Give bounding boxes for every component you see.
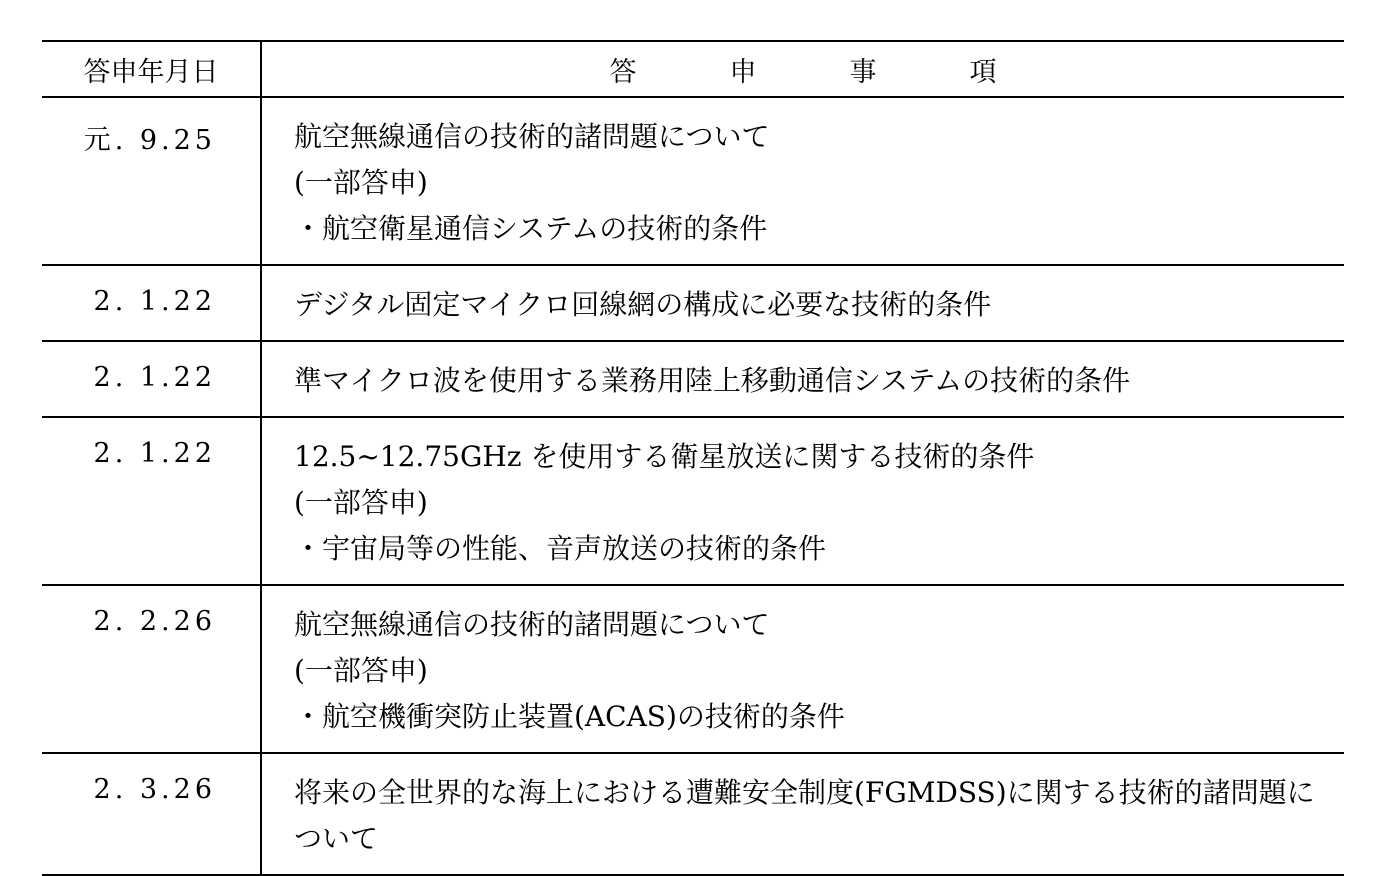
row-date: 2. 1.22 xyxy=(42,417,261,585)
table-header xyxy=(42,41,1344,97)
header-row xyxy=(42,41,1344,97)
header-item-char: 答 xyxy=(609,56,637,88)
table-row xyxy=(42,417,1344,585)
item-line: 将来の全世界的な海上における遭難安全制度(FGMDSS)に関する技術的諸問題について xyxy=(294,776,1315,855)
row-item xyxy=(261,265,1344,341)
row-item xyxy=(261,417,1344,585)
item-line: 準マイクロ波を使用する業務用陸上移動通信システムの技術的条件 xyxy=(294,364,1131,397)
header-item-char: 申 xyxy=(729,56,757,88)
table-row xyxy=(42,97,1344,265)
row-item xyxy=(261,341,1344,417)
report-table-container xyxy=(42,40,1344,876)
table-row xyxy=(42,585,1344,753)
header-item-char: 事 xyxy=(849,56,877,88)
item-line: (一部答申) xyxy=(294,654,428,687)
item-line: ・航空機衝突防止装置(ACAS)の技術的条件 xyxy=(294,700,845,733)
item-line: 12.5~12.75GHz を使用する衛星放送に関する技術的条件 xyxy=(294,440,1035,473)
item-line: (一部答申) xyxy=(294,166,428,199)
header-item xyxy=(261,41,1344,97)
table-row xyxy=(42,265,1344,341)
row-item xyxy=(261,585,1344,753)
row-date: 2. 3.26 xyxy=(42,753,261,875)
table-body xyxy=(42,97,1344,875)
row-date: 2. 1.22 xyxy=(42,265,261,341)
report-table xyxy=(42,40,1344,876)
row-item xyxy=(261,753,1344,875)
table-row xyxy=(42,341,1344,417)
item-line: デジタル固定マイクロ回線網の構成に必要な技術的条件 xyxy=(294,288,992,321)
item-line: ・航空衛星通信システムの技術的条件 xyxy=(294,212,768,245)
table-row xyxy=(42,753,1344,875)
row-date: 元. 9.25 xyxy=(42,97,261,265)
item-line: 航空無線通信の技術的諸問題について xyxy=(294,120,770,153)
header-date: 答申年月日 xyxy=(42,41,261,97)
item-line: 航空無線通信の技術的諸問題について xyxy=(294,608,770,641)
header-item-char: 項 xyxy=(969,56,997,88)
row-date: 2. 1.22 xyxy=(42,341,261,417)
item-line: ・宇宙局等の性能、音声放送の技術的条件 xyxy=(294,532,827,565)
row-item xyxy=(261,97,1344,265)
row-date: 2. 2.26 xyxy=(42,585,261,753)
item-line: (一部答申) xyxy=(294,486,428,519)
